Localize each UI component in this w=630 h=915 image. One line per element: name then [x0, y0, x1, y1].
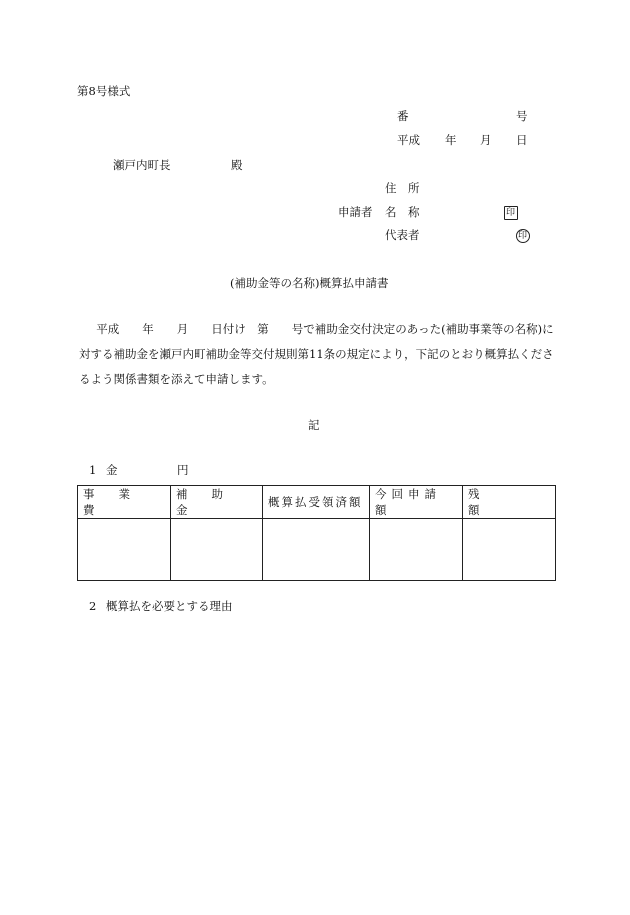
item1-number: 1 — [89, 463, 97, 477]
applicant-rep-label: 代表者 — [385, 228, 420, 242]
document-number-suffix: 号 — [516, 109, 528, 123]
header-project-cost — [78, 486, 171, 519]
item1-unit: 円 — [177, 463, 189, 477]
date-month-label: 月 — [480, 133, 492, 147]
header-advance-received-label: 概算払受領済額 — [268, 495, 363, 509]
date-era: 平成 — [397, 133, 420, 147]
date-day-label: 日 — [516, 133, 528, 147]
square-seal-icon: 印 — [504, 206, 518, 220]
cell-project-cost — [78, 519, 171, 581]
cell-advance-received — [263, 519, 370, 581]
item2-number: 2 — [89, 599, 97, 613]
body-paragraph: 平成 年 月 日付け 第 号で補助金交付決定のあった(補助事業等の名称)に対する補助金を瀬戸内町補助金等交付規則第11条の規定により，下記のとおり概算払くださるよう関係書類を添えて申請します。 — [79, 322, 554, 386]
header-subsidy-text — [176, 486, 257, 518]
addressee-honorific: 殿 — [231, 158, 243, 172]
applicant-name-label: 名 称 — [385, 205, 420, 219]
header-current-request-label: 今回申請額 — [375, 487, 441, 517]
date-year-label: 年 — [445, 133, 457, 147]
header-remaining-text — [468, 486, 550, 518]
header-current-request — [370, 486, 463, 519]
applicant-rep-row — [385, 228, 530, 243]
header-subsidy — [171, 486, 263, 519]
cell-subsidy — [171, 519, 263, 581]
addressee-name: 瀬戸内町長 — [113, 158, 171, 172]
header-advance-received — [263, 486, 370, 519]
ki-heading: 記 — [308, 418, 320, 432]
round-seal-icon: 印 — [516, 229, 530, 243]
header-advance-received-text — [268, 494, 364, 510]
header-remaining-label: 残額 — [468, 487, 538, 517]
document-title: (補助金等の名称)概算払申請書 — [230, 276, 389, 290]
applicant-address-label: 住 所 — [385, 181, 420, 195]
header-subsidy-label: 補助金 — [176, 487, 247, 517]
item1-label: 金 — [106, 463, 118, 477]
table-header-row — [78, 486, 556, 519]
cell-remaining — [463, 519, 556, 581]
cell-current-request — [370, 519, 463, 581]
item2-label: 概算払を必要とする理由 — [106, 599, 233, 613]
header-project-cost-text — [83, 486, 165, 518]
header-remaining — [463, 486, 556, 519]
document-number-label: 番 — [397, 109, 409, 123]
table-row — [78, 519, 556, 581]
header-project-cost-label: 事業費 — [83, 487, 154, 517]
applicant-role-label: 申請者 — [338, 205, 373, 219]
form-number: 第8号様式 — [77, 84, 131, 98]
header-current-request-text — [375, 486, 457, 518]
amounts-table — [77, 485, 556, 581]
applicant-name-row — [385, 205, 518, 220]
